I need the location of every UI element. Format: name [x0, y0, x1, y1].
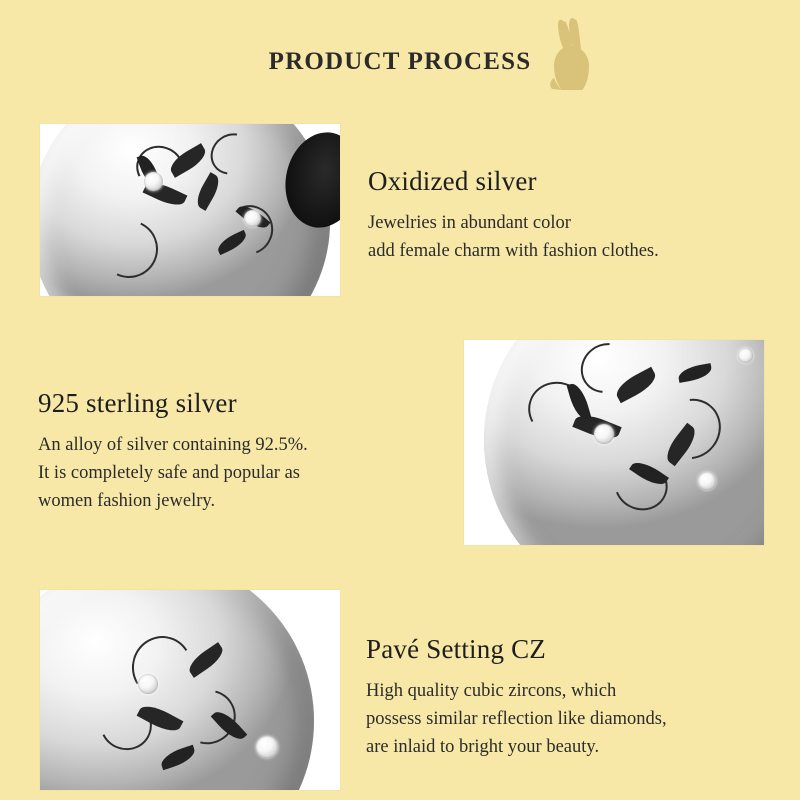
section-line-2-2: It is completely safe and popular as — [38, 463, 300, 483]
section-line-1-2: add female charm with fashion clothes. — [368, 241, 659, 261]
section-heading-2: 925 sterling silver — [38, 388, 237, 418]
cz-stone-2b — [698, 472, 716, 490]
cz-stone-1a — [144, 172, 163, 191]
section-text-pave-setting-cz — [366, 634, 667, 761]
cz-stone-1b — [244, 210, 261, 227]
product-photo-1 — [40, 124, 340, 296]
bead-body-1 — [40, 124, 330, 296]
page-title: PRODUCT PROCESS — [268, 48, 532, 75]
section-line-3-1: High quality cubic zircons, which — [366, 681, 617, 701]
section-line-1-1: Jewelries in abundant color — [368, 213, 571, 233]
product-photo-3 — [40, 590, 340, 790]
page-header — [0, 0, 800, 110]
section-line-3-3: are inlaid to bright your beauty. — [366, 737, 600, 757]
cz-stone-2a — [594, 424, 614, 444]
section-text-oxidized-silver — [368, 166, 659, 265]
cz-stone-3a — [138, 674, 158, 694]
section-line-2-3: women fashion jewelry. — [38, 491, 216, 511]
section-text-sterling-silver — [38, 388, 308, 515]
cz-stone-3b — [256, 736, 278, 758]
section-line-2-1: An alloy of silver containing 92.5%. — [38, 435, 308, 455]
section-heading-3: Pavé Setting CZ — [366, 634, 546, 664]
product-photo-2 — [464, 340, 764, 545]
section-line-3-2: possess similar reflection like diamonds, — [366, 709, 667, 729]
section-heading-1: Oxidized silver — [368, 166, 537, 196]
cz-stone-2c — [738, 348, 753, 363]
